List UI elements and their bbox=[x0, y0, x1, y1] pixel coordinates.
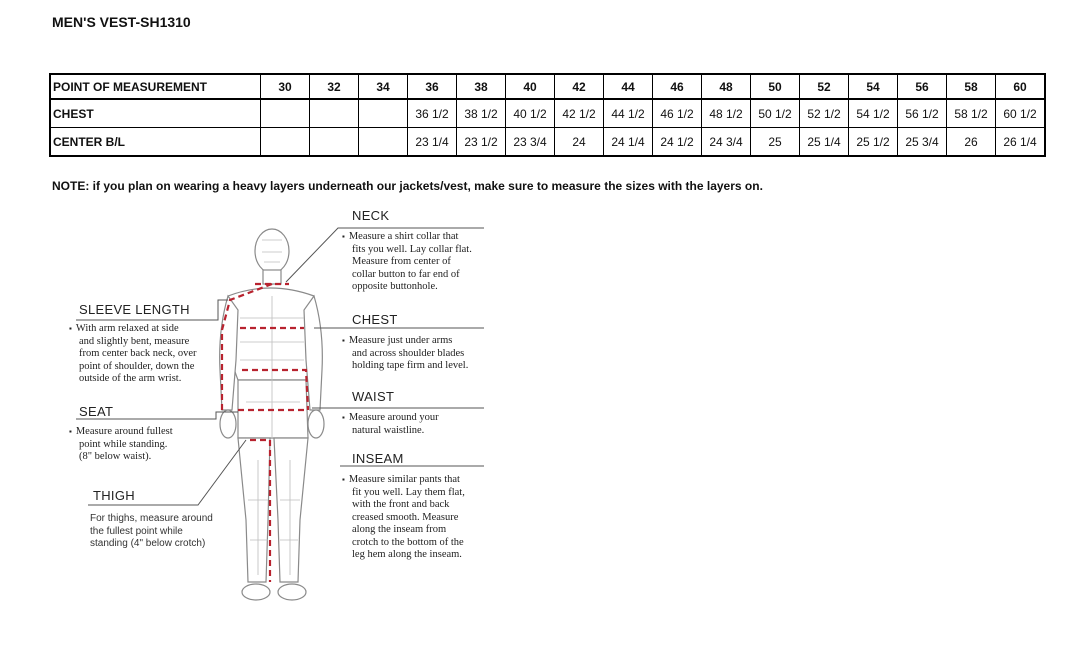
sleeve-line: and slightly bent, measure bbox=[79, 335, 190, 347]
seat-line: Measure around fullest bbox=[75, 426, 173, 437]
table-cell: 25 3/4 bbox=[898, 128, 947, 157]
size-header: 38 bbox=[457, 74, 506, 99]
size-header: 30 bbox=[261, 74, 310, 99]
waist-heading: WAIST bbox=[352, 389, 395, 404]
size-header: 46 bbox=[653, 74, 702, 99]
table-cell: 26 bbox=[947, 128, 996, 157]
inseam-line: with the front and back bbox=[352, 499, 450, 510]
waist-instructions bbox=[342, 412, 439, 437]
neck-line: collar button to far end of bbox=[352, 268, 460, 280]
sleeve-length-instructions bbox=[69, 323, 196, 386]
table-cell: 23 3/4 bbox=[506, 128, 555, 157]
table-cell: 24 bbox=[555, 128, 604, 157]
size-header: 58 bbox=[947, 74, 996, 99]
table-cell: 56 1/2 bbox=[898, 99, 947, 128]
size-header: 54 bbox=[849, 74, 898, 99]
thigh-line: For thighs, measure around bbox=[90, 513, 213, 524]
seat-instructions bbox=[69, 426, 173, 464]
table-cell: 42 1/2 bbox=[555, 99, 604, 128]
table-cell: 48 1/2 bbox=[702, 99, 751, 128]
sleeve-length-heading: SLEEVE LENGTH bbox=[79, 302, 190, 317]
inseam-line: Measure similar pants that bbox=[348, 474, 460, 485]
thigh-line: the fullest point while bbox=[90, 525, 183, 537]
table-cell: 58 1/2 bbox=[947, 99, 996, 128]
table-cell: 24 1/2 bbox=[653, 128, 702, 157]
size-header: 42 bbox=[555, 74, 604, 99]
inseam-line: leg hem along the inseam. bbox=[352, 549, 462, 560]
bullet-icon: ▪ bbox=[342, 336, 345, 345]
seat-line: point while standing. bbox=[79, 438, 168, 450]
page-title: MEN'S VEST-SH1310 bbox=[52, 14, 191, 30]
neck-line: Measure a shirt collar that bbox=[348, 231, 459, 242]
bullet-icon: ▪ bbox=[69, 324, 72, 333]
neck-instructions bbox=[342, 231, 472, 294]
neck-line: Measure from center of bbox=[352, 256, 451, 267]
layering-note: NOTE: if you plan on wearing a heavy layers underneath our jackets/vest, make sure to measure the sizes with the layers on. bbox=[52, 179, 763, 193]
table-cell: 54 1/2 bbox=[849, 99, 898, 128]
table-cell: 50 1/2 bbox=[751, 99, 800, 128]
thigh-heading: THIGH bbox=[93, 488, 135, 503]
table-cell: 24 1/4 bbox=[604, 128, 653, 157]
table-cell: 25 1/2 bbox=[849, 128, 898, 157]
sleeve-line: from center back neck, over bbox=[79, 348, 197, 359]
table-cell: 60 1/2 bbox=[996, 99, 1046, 128]
inseam-heading: INSEAM bbox=[352, 451, 404, 466]
thigh-line: standing (4" below crotch) bbox=[90, 538, 206, 549]
seat-heading: SEAT bbox=[79, 404, 114, 419]
row-label: CENTER B/L bbox=[50, 128, 261, 157]
bullet-icon: ▪ bbox=[342, 475, 345, 484]
row-label: CHEST bbox=[50, 99, 261, 128]
bullet-icon: ▪ bbox=[342, 413, 345, 422]
table-cell: 24 3/4 bbox=[702, 128, 751, 157]
table-cell: 52 1/2 bbox=[800, 99, 849, 128]
size-header: 44 bbox=[604, 74, 653, 99]
waist-line: Measure around your bbox=[348, 412, 439, 423]
inseam-line: creased smooth. Measure bbox=[352, 511, 459, 523]
thigh-instructions bbox=[90, 513, 213, 551]
table-cell: 23 1/2 bbox=[457, 128, 506, 157]
bullet-icon: ▪ bbox=[69, 427, 72, 436]
chest-instructions bbox=[342, 335, 468, 373]
bullet-icon: ▪ bbox=[342, 232, 345, 241]
header-label: POINT OF MEASUREMENT bbox=[50, 74, 261, 99]
table-cell: 36 1/2 bbox=[408, 99, 457, 128]
sleeve-line: point of shoulder, down the bbox=[79, 360, 195, 372]
sleeve-line: With arm relaxed at side bbox=[75, 323, 179, 334]
neck-line: opposite buttonhole. bbox=[352, 281, 438, 292]
table-cell: 38 1/2 bbox=[457, 99, 506, 128]
size-header: 56 bbox=[898, 74, 947, 99]
neck-heading: NECK bbox=[352, 208, 390, 223]
size-header: 32 bbox=[310, 74, 359, 99]
table-cell: 26 1/4 bbox=[996, 128, 1046, 157]
table-cell: 44 1/2 bbox=[604, 99, 653, 128]
sleeve-line: outside of the arm wrist. bbox=[79, 373, 182, 384]
table-cell: 25 1/4 bbox=[800, 128, 849, 157]
size-header: 52 bbox=[800, 74, 849, 99]
inseam-instructions bbox=[342, 474, 465, 562]
size-header: 48 bbox=[702, 74, 751, 99]
waist-line: natural waistline. bbox=[352, 424, 425, 436]
table-cell: 46 1/2 bbox=[653, 99, 702, 128]
table-cell: 25 bbox=[751, 128, 800, 157]
inseam-line: fit you well. Lay them flat, bbox=[352, 486, 465, 498]
chest-line: holding tape firm and level. bbox=[352, 360, 469, 371]
size-header: 40 bbox=[506, 74, 555, 99]
size-header: 34 bbox=[359, 74, 408, 99]
table-cell: 40 1/2 bbox=[506, 99, 555, 128]
table-cell: 23 1/4 bbox=[408, 128, 457, 157]
chest-heading: CHEST bbox=[352, 312, 398, 327]
chest-line: and across shoulder blades bbox=[352, 347, 465, 359]
size-header: 50 bbox=[751, 74, 800, 99]
neck-line: fits you well. Lay collar flat. bbox=[352, 243, 472, 255]
chest-line: Measure just under arms bbox=[348, 335, 453, 346]
size-header: 36 bbox=[408, 74, 457, 99]
size-header: 60 bbox=[996, 74, 1046, 99]
seat-line: (8" below waist). bbox=[79, 451, 152, 462]
inseam-line: along the inseam from bbox=[352, 524, 447, 535]
inseam-line: crotch to the bottom of the bbox=[352, 536, 464, 548]
